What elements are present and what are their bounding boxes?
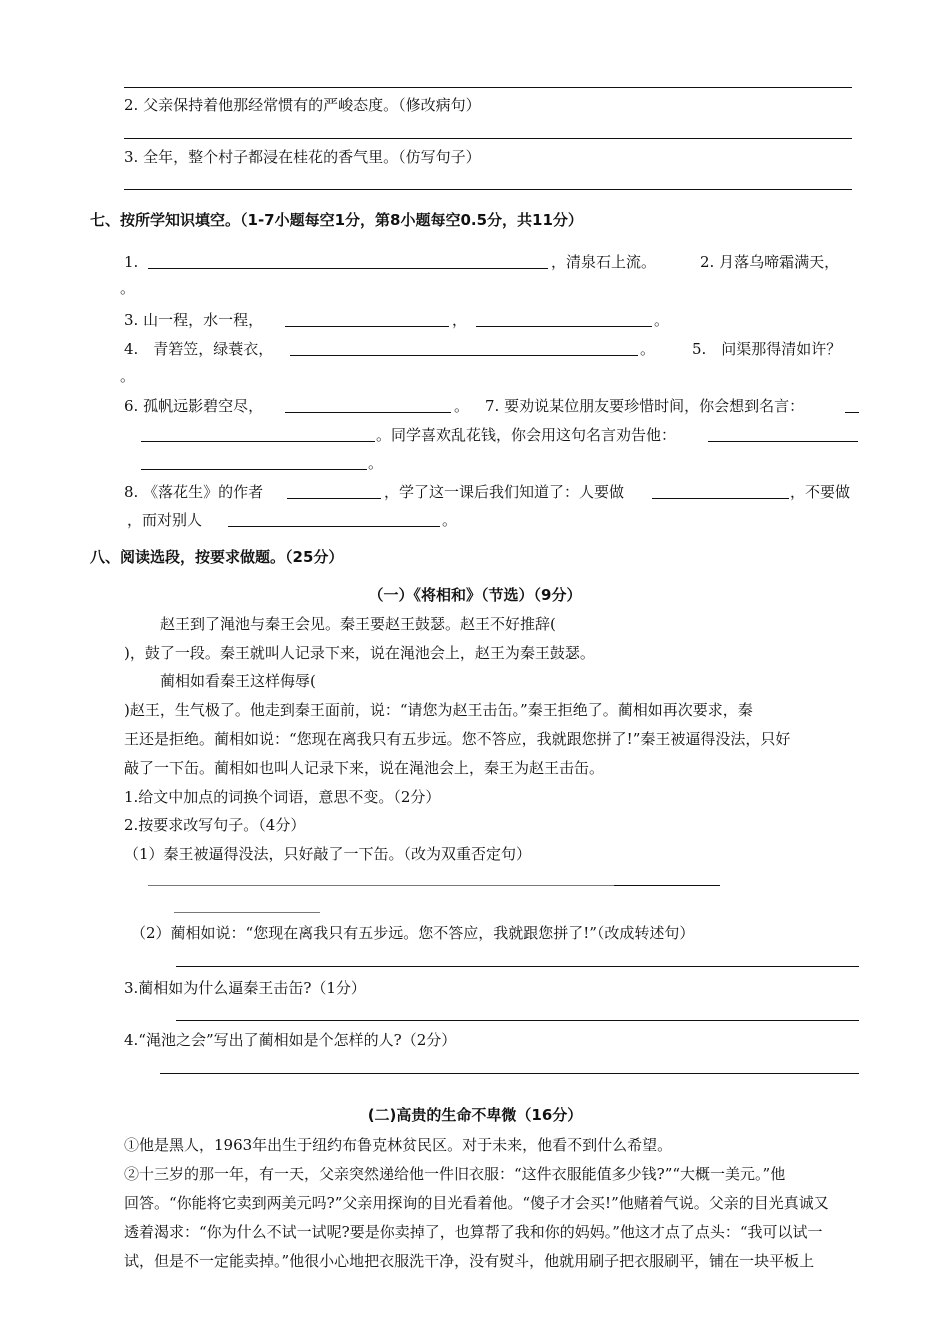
fill-blank[interactable] [845, 396, 859, 413]
question-7-7: 7. 要劝说某位朋友要珍惜时间，你会想到名言： [485, 397, 805, 415]
question-7-1-tail: ，清泉石上流。 [551, 253, 657, 271]
passage-line: 敲了一下缶。蔺相如也叫人记录下来，说在渑池会上，秦王为赵王击缶。 [124, 759, 605, 777]
answer-line[interactable] [148, 885, 614, 886]
question-6-2: 2. 父亲保持着他那经常惯有的严峻态度。（修改病句） [124, 96, 481, 114]
passage-line: 赵王到了渑池与秦王会见。秦王要赵王鼓瑟。赵王不好推辞( [160, 615, 556, 633]
section-8-heading: 八、阅读选段，按要求做题。（25分） [90, 548, 344, 566]
question-7-5: 5. 问渠那得清如许？ [692, 340, 842, 358]
fill-blank[interactable] [476, 310, 652, 327]
question-7-8: 8. 《落花生》的作者 [124, 483, 264, 501]
reading-question-3: 3.蔺相如为什么逼秦王击缶?（1分） [124, 979, 366, 997]
fill-blank[interactable] [285, 396, 451, 413]
passage-line: 蔺相如看秦王这样侮辱( [160, 672, 316, 690]
reading-question-2-1: （1）秦王被逼得没法，只好敲了一下缶。（改为双重否定句） [124, 845, 532, 863]
question-7-5-end: 。 [120, 367, 136, 385]
answer-line[interactable] [174, 912, 320, 913]
answer-line[interactable] [176, 1020, 859, 1021]
question-7-8-part-3: ，不要做 [790, 483, 851, 501]
fill-blank[interactable] [290, 339, 638, 356]
question-7-6: 6. 孤帆远影碧空尽， [124, 397, 264, 415]
fill-blank[interactable] [148, 252, 548, 269]
reading-question-2-2: （2）蔺相如说：“您现在离我只有五步远。您不答应，我就跟您拼了!”（改成转述句） [131, 924, 695, 942]
fill-blank[interactable] [285, 310, 449, 327]
question-7-2-end: 。 [120, 279, 136, 297]
passage-line: ①他是黑人，1963年出生于纽约布鲁克林贫民区。对于未来，他看不到什么希望。 [124, 1136, 673, 1154]
question-7-3-end: 。 [654, 311, 670, 329]
passage-line: )赵王，生气极了。他走到秦王面前，说：“请您为赵王击缶。”秦王拒绝了。蔺相如再次要求，秦 [124, 701, 753, 719]
passage-line: ②十三岁的那一年，有一天，父亲突然递给他一件旧衣服：“这件衣服能值多少钱?”“大概一美元。”他 [124, 1165, 786, 1183]
question-7-7-end: 。 [368, 454, 384, 472]
fill-blank[interactable] [652, 482, 789, 499]
question-6-3: 3. 全年，整个村子都浸在桂花的香气里。（仿写句子） [124, 148, 481, 166]
answer-line[interactable] [176, 966, 859, 967]
question-7-6-end: 。 [454, 397, 470, 415]
question-7-1-number: 1. [124, 253, 139, 271]
answer-line[interactable] [124, 189, 852, 190]
question-7-4-end: 。 [640, 340, 656, 358]
passage-2-title: (二)高贵的生命不卑微（16分） [367, 1106, 583, 1124]
fill-blank[interactable] [141, 453, 367, 470]
question-7-7-part-2: 。同学喜欢乱花钱，你会用这句名言劝告他： [376, 426, 677, 444]
question-7-8-part-4: ，而对别人 [127, 511, 203, 529]
passage-line: 透着渴求：“你为什么不试一试呢?要是你卖掉了，也算帮了我和你的妈妈。”他这才点了点头：“我可以试一 [124, 1223, 823, 1241]
answer-line[interactable] [160, 1073, 859, 1074]
question-7-3: 3. 山一程，水一程， [124, 311, 264, 329]
passage-1-title: （一）《将相和》（节选）（9分） [368, 586, 582, 604]
passage-line: 试，但是不一定能卖掉。”他很小心地把衣服洗干净，没有熨斗，他就用刷子把衣服刷平，铺在一块平板上 [124, 1252, 815, 1270]
fill-blank[interactable] [141, 425, 375, 442]
question-7-4: 4. 青箬笠，绿蓑衣， [124, 340, 274, 358]
reading-question-1: 1.给文中加点的词换个词语，意思不变。（2分） [124, 788, 441, 806]
reading-question-4: 4.“渑池之会”写出了蔺相如是个怎样的人?（2分） [124, 1031, 457, 1049]
question-7-8-end: 。 [442, 511, 458, 529]
question-7-3-comma: ， [452, 311, 468, 329]
answer-line[interactable] [614, 885, 720, 886]
section-7-heading: 七、按所学知识填空。（1-7小题每空1分，第8小题每空0.5分，共11分） [90, 211, 583, 229]
question-7-8-part-2: ，学了这一课后我们知道了：人要做 [384, 483, 625, 501]
fill-blank[interactable] [228, 510, 440, 527]
answer-line[interactable] [124, 138, 852, 139]
fill-blank[interactable] [287, 482, 381, 499]
passage-line: 回答。“你能将它卖到两美元吗?”父亲用探询的目光看着他。“傻子才会买!”他赌着气说。父亲的目光真诚又 [124, 1194, 829, 1212]
passage-line: )，鼓了一段。秦王就叫人记录下来，说在渑池会上，赵王为秦王鼓瑟。 [124, 644, 595, 662]
passage-line: 王还是拒绝。蔺相如说：“您现在离我只有五步远。您不答应，我就跟您拼了!”秦王被逼得没法，只好 [124, 730, 791, 748]
question-7-2: 2. 月落乌啼霜满天， [700, 253, 840, 271]
fill-blank[interactable] [708, 425, 858, 442]
reading-question-2: 2.按要求改写句子。（4分） [124, 816, 306, 834]
answer-line[interactable] [124, 87, 852, 88]
